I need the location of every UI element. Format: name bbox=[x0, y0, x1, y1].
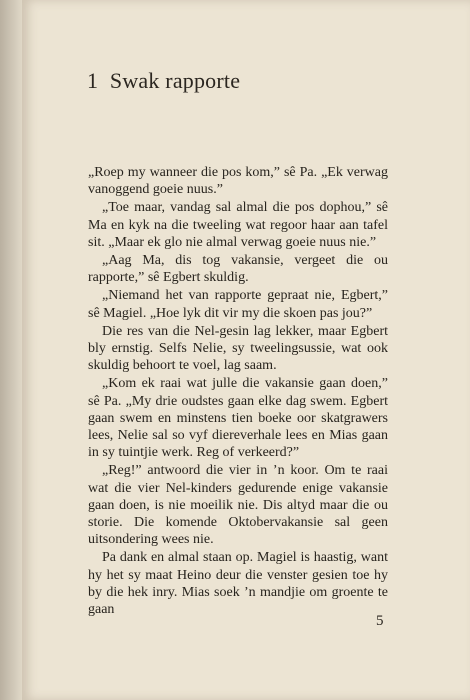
page-number: 5 bbox=[376, 613, 384, 629]
chapter-title: Swak rapporte bbox=[109, 68, 241, 93]
chapter-heading bbox=[87, 68, 240, 94]
paragraph: „Kom ek raai wat julle die vakansie gaan doen,” sê Pa. „My drie oudstes gaan elke dag swem. Egbert gaan swem en minstens tien boeke oor skatgrawers lees, Nelie sal so vyf diereverhale lees en Mias gaan in sy tuintjie werk. Reg of verkeerd?” bbox=[88, 376, 388, 461]
paragraph: „Niemand het van rapporte gepraat nie, Egbert,” sê Magiel. „Hoe lyk dit vir my die skoen pas jou?” bbox=[88, 288, 388, 321]
paragraph: „Reg!” antwoord die vier in ’n koor. Om te raai wat die vier Nel-kinders gedurende enige vakansie gaan doen, is nie moeilik nie. Dis altyd maar die ou storie. Die komende Oktobervakansie sal geen uitsondering wees nie. bbox=[88, 463, 388, 548]
chapter-number: 1 bbox=[87, 68, 99, 93]
paragraph: Die res van die Nel-gesin lag lekker, maar Egbert bly ernstig. Selfs Nelie, sy tweelingsussie, wat ook skuldig behoort te voel, lag saam. bbox=[88, 323, 388, 374]
paragraph: „Roep my wanneer die pos kom,” sê Pa. „Ek verwag vanoggend goeie nuus.” bbox=[88, 165, 388, 198]
paragraph: Pa dank en almal staan op. Magiel is haastig, want hy het sy maat Heino deur die venster gesien toe hy by die hek inry. Mias soek ’n mandjie om groente te gaan bbox=[88, 550, 388, 618]
paragraph: „Aag Ma, dis tog vakansie, vergeet die ou rapporte,” sê Egbert skuldig. bbox=[88, 253, 388, 286]
paragraph: „Toe maar, vandag sal almal die pos dophou,” sê Ma en kyk na die tweeling wat regoor haar aan tafel sit. „Maar ek glo nie almal verwag goeie nuus nie.” bbox=[88, 200, 388, 250]
body-text bbox=[88, 164, 388, 619]
